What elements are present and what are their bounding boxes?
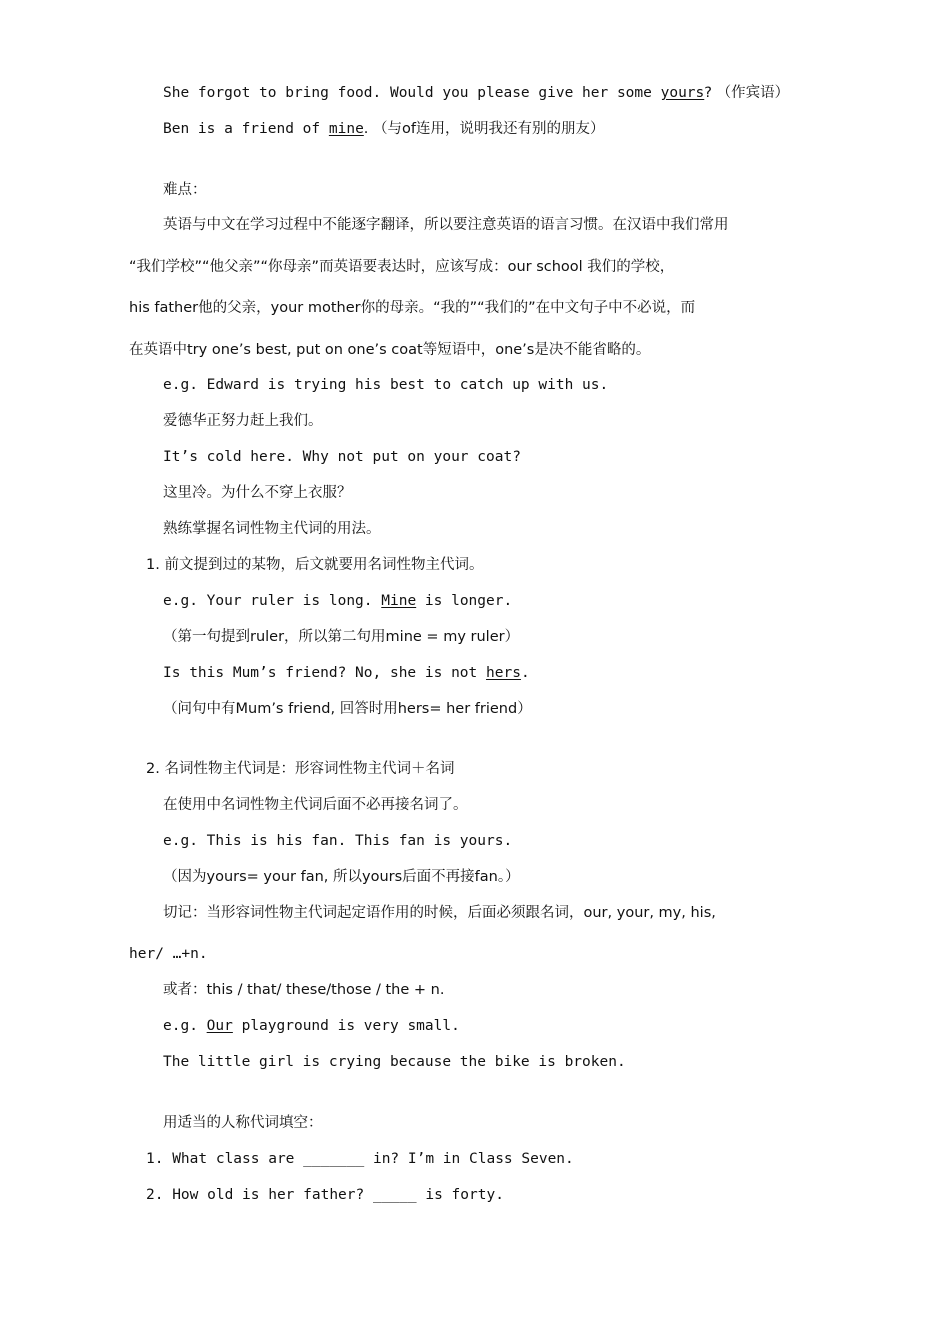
line-5: “我们学校”“他父亲”“你母亲”而英语要表达时，应该写成：our school 我们的学校， — [129, 259, 675, 275]
line-7: 在英语中try one’s best, put on one’s coat等短语中，one’s是决不能省略的。 — [129, 342, 651, 358]
line-25: e.g. Our playground is very small. — [163, 1018, 460, 1034]
line-17: （问句中有Mum’s friend, 回答时用hers= her friend） — [163, 701, 532, 717]
line-8: e.g. Edward is trying his best to catch up with us. — [163, 377, 609, 393]
line-2: Ben is a friend of mine. （与of连用，说明我还有别的朋友） — [163, 121, 605, 137]
line-27: 用适当的人称代词填空： — [163, 1115, 323, 1131]
line-23: her/ …+n. — [129, 946, 208, 962]
line-9: 爱德华正努力赶上我们。 — [163, 413, 323, 429]
line-4: 英语与中文在学习过程中不能逐字翻译，所以要注意英语的语言习惯。在汉语中我们常用 — [163, 217, 729, 233]
line-12: 熟练掌握名词性物主代词的用法。 — [163, 521, 381, 537]
line-3: 难点： — [163, 182, 207, 198]
line-24: 或者：this / that/ these/those / the + n. — [163, 982, 445, 998]
line-19: 在使用中名词性物主代词后面不必再接名词了。 — [163, 797, 468, 813]
line-20: e.g. This is his fan. This fan is yours. — [163, 833, 513, 849]
line-14: e.g. Your ruler is long. Mine is longer. — [163, 593, 513, 609]
line-10: It’s cold here. Why not put on your coat? — [163, 449, 521, 465]
line-29: 2. How old is her father? _____ is forty. — [146, 1187, 504, 1203]
line-21: （因为yours= your fan, 所以yours后面不再接fan。） — [163, 869, 520, 885]
line-22: 切记：当形容词性物主代词起定语作用的时候，后面必须跟名词，our, your, my, his, — [163, 905, 716, 921]
line-28: 1. What class are _______ in? I’m in Class Seven. — [146, 1151, 574, 1167]
line-1: She forgot to bring food. Would you please give her some yours? （作宾语） — [163, 85, 790, 101]
line-11: 这里冷。为什么不穿上衣服？ — [163, 485, 352, 501]
line-6: his father他的父亲，your mother你的母亲。“我的”“我们的”在中文句子中不必说，而 — [129, 300, 696, 316]
line-26: The little girl is crying because the bike is broken. — [163, 1054, 626, 1070]
line-13: 1. 前文提到过的某物，后文就要用名词性物主代词。 — [146, 557, 484, 573]
line-15: （第一句提到ruler，所以第二句用mine = my ruler） — [163, 629, 520, 645]
line-16: Is this Mum’s friend? No, she is not hers. — [163, 665, 530, 681]
line-18: 2. 名词性物主代词是：形容词性物主代词＋名词 — [146, 761, 455, 777]
